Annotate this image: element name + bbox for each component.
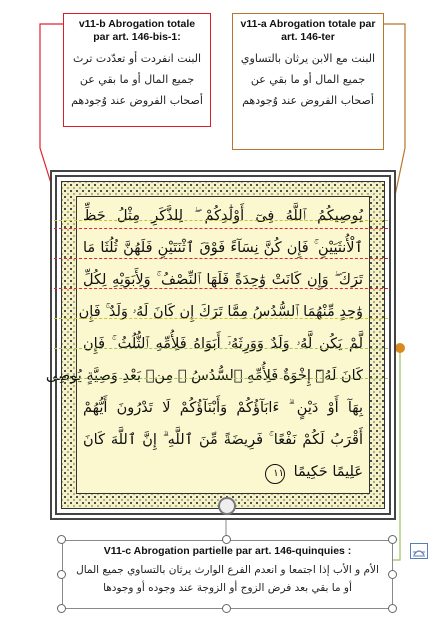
verse-text-panel[interactable] [45,196,370,494]
note-body: البنت مع الابن يرثان بالتساوي جميع المال أو ما بقي عن أصحاب الفروض عند وُجودهم [240,52,376,107]
highlight-line-red [54,288,388,289]
verse-line-4: وَٰحِدٍ مِّنْهُمَا ٱلسُّدُسُ مِمَّا تَرَكَ إِن كَانَ لَهُۥ وَلَدٌ ۚ فَإِن [78,304,363,320]
verse-frame[interactable] [45,170,396,520]
highlight-line-red [54,258,388,259]
note-title: V11-c Abrogation partielle par art. 146-quinquies : [103,545,352,557]
resize-handle[interactable] [388,570,397,579]
note-title: v11-a Abrogation totale par art. 146-ter [240,18,376,43]
anchor-dot [395,343,405,353]
verse-line-1: يُوصِيكُمُ ٱللَّهُ فِىٓ أَوْلَٰدِكُمْ ۖ لِلذَّكَرِ مِثْلُ حَظِّ [83,208,363,224]
highlight-line-red [54,228,388,229]
note-title: v11-b Abrogation totale par art. 146-bis-1: [78,18,196,43]
note-body: البنت انفردت أو تعدّدت ترث جميع المال أو ما بقي عن أصحاب الفروض عند وُجودهم [71,52,203,107]
comment-note-v11c[interactable] [62,540,393,609]
comment-note-v11a[interactable] [232,13,384,150]
verse-line-8: أَقْرَبُ لَكُمْ نَفْعًا ۚ فَرِيضَةً مِّنَ ٱللَّهِ ۗ إِنَّ ٱللَّهَ كَانَ [83,432,363,448]
highlight-line-green [54,378,388,379]
resize-handle[interactable] [57,570,66,579]
layout-options-icon[interactable] [410,543,428,559]
verse-line-7: بِهَآ أَوْ دَيْنٍ ۗ ءَابَآؤُكُمْ وَأَبْنَآؤُكُمْ لَا تَدْرُونَ أَيُّهُمْ [83,400,363,416]
comment-note-v11b[interactable] [63,13,211,127]
resize-handle[interactable] [388,604,397,613]
rotate-handle-icon[interactable] [218,497,236,515]
verse-line-2: ٱلْأُنثَيَيْنِ ۚ فَإِن كُنَّ نِسَآءً فَوْقَ ٱثْنَتَيْنِ فَلَهُنَّ ثُلُثَا مَا [83,240,363,256]
resize-handle[interactable] [57,535,66,544]
note-body: الأم و الأب إذا اجتمعا و انعدم الفرع الوارث يرثان بالتساوي جميع المال أو ما بقي بعد فرض الزوج أو الزوجة عند وجوده أو وجودها [76,564,379,594]
resize-handle[interactable] [222,604,231,613]
verse-line-9-text: عَلِيمًا حَكِيمًا [293,464,363,480]
resize-handle[interactable] [388,535,397,544]
highlight-line-green [54,348,388,349]
verse-line-9 [83,457,363,487]
resize-handle[interactable] [57,604,66,613]
verse-line-5: لَّمْ يَكُن لَّهُۥ وَلَدٌ وَوَرِثَهُۥٓ أَبَوَاهُ فَلِأُمِّهِ ٱلثُّلُثُ ۚ فَإِن [83,336,363,352]
highlight-line-yellow [54,318,388,319]
ayah-number-marker: ١١ [265,464,285,484]
verse-line-6: كَانَ لَهُۥٓ إِخْوَةٌ فَلِأُمِّهِ ٱلسُّدُسُ ۚ مِنۢ بَعْدِ وَصِيَّةٍ يُوصِى [45,368,363,384]
highlight-line-yellow [54,220,388,221]
ornamental-border [45,181,385,509]
resize-handle[interactable] [222,535,231,544]
verse-line-3: تَرَكَ ۖ وَإِن كَانَتْ وَٰحِدَةً فَلَهَا ٱلنِّصْفُ ۚ وَلِأَبَوَيْهِ لِكُلِّ [83,272,363,288]
